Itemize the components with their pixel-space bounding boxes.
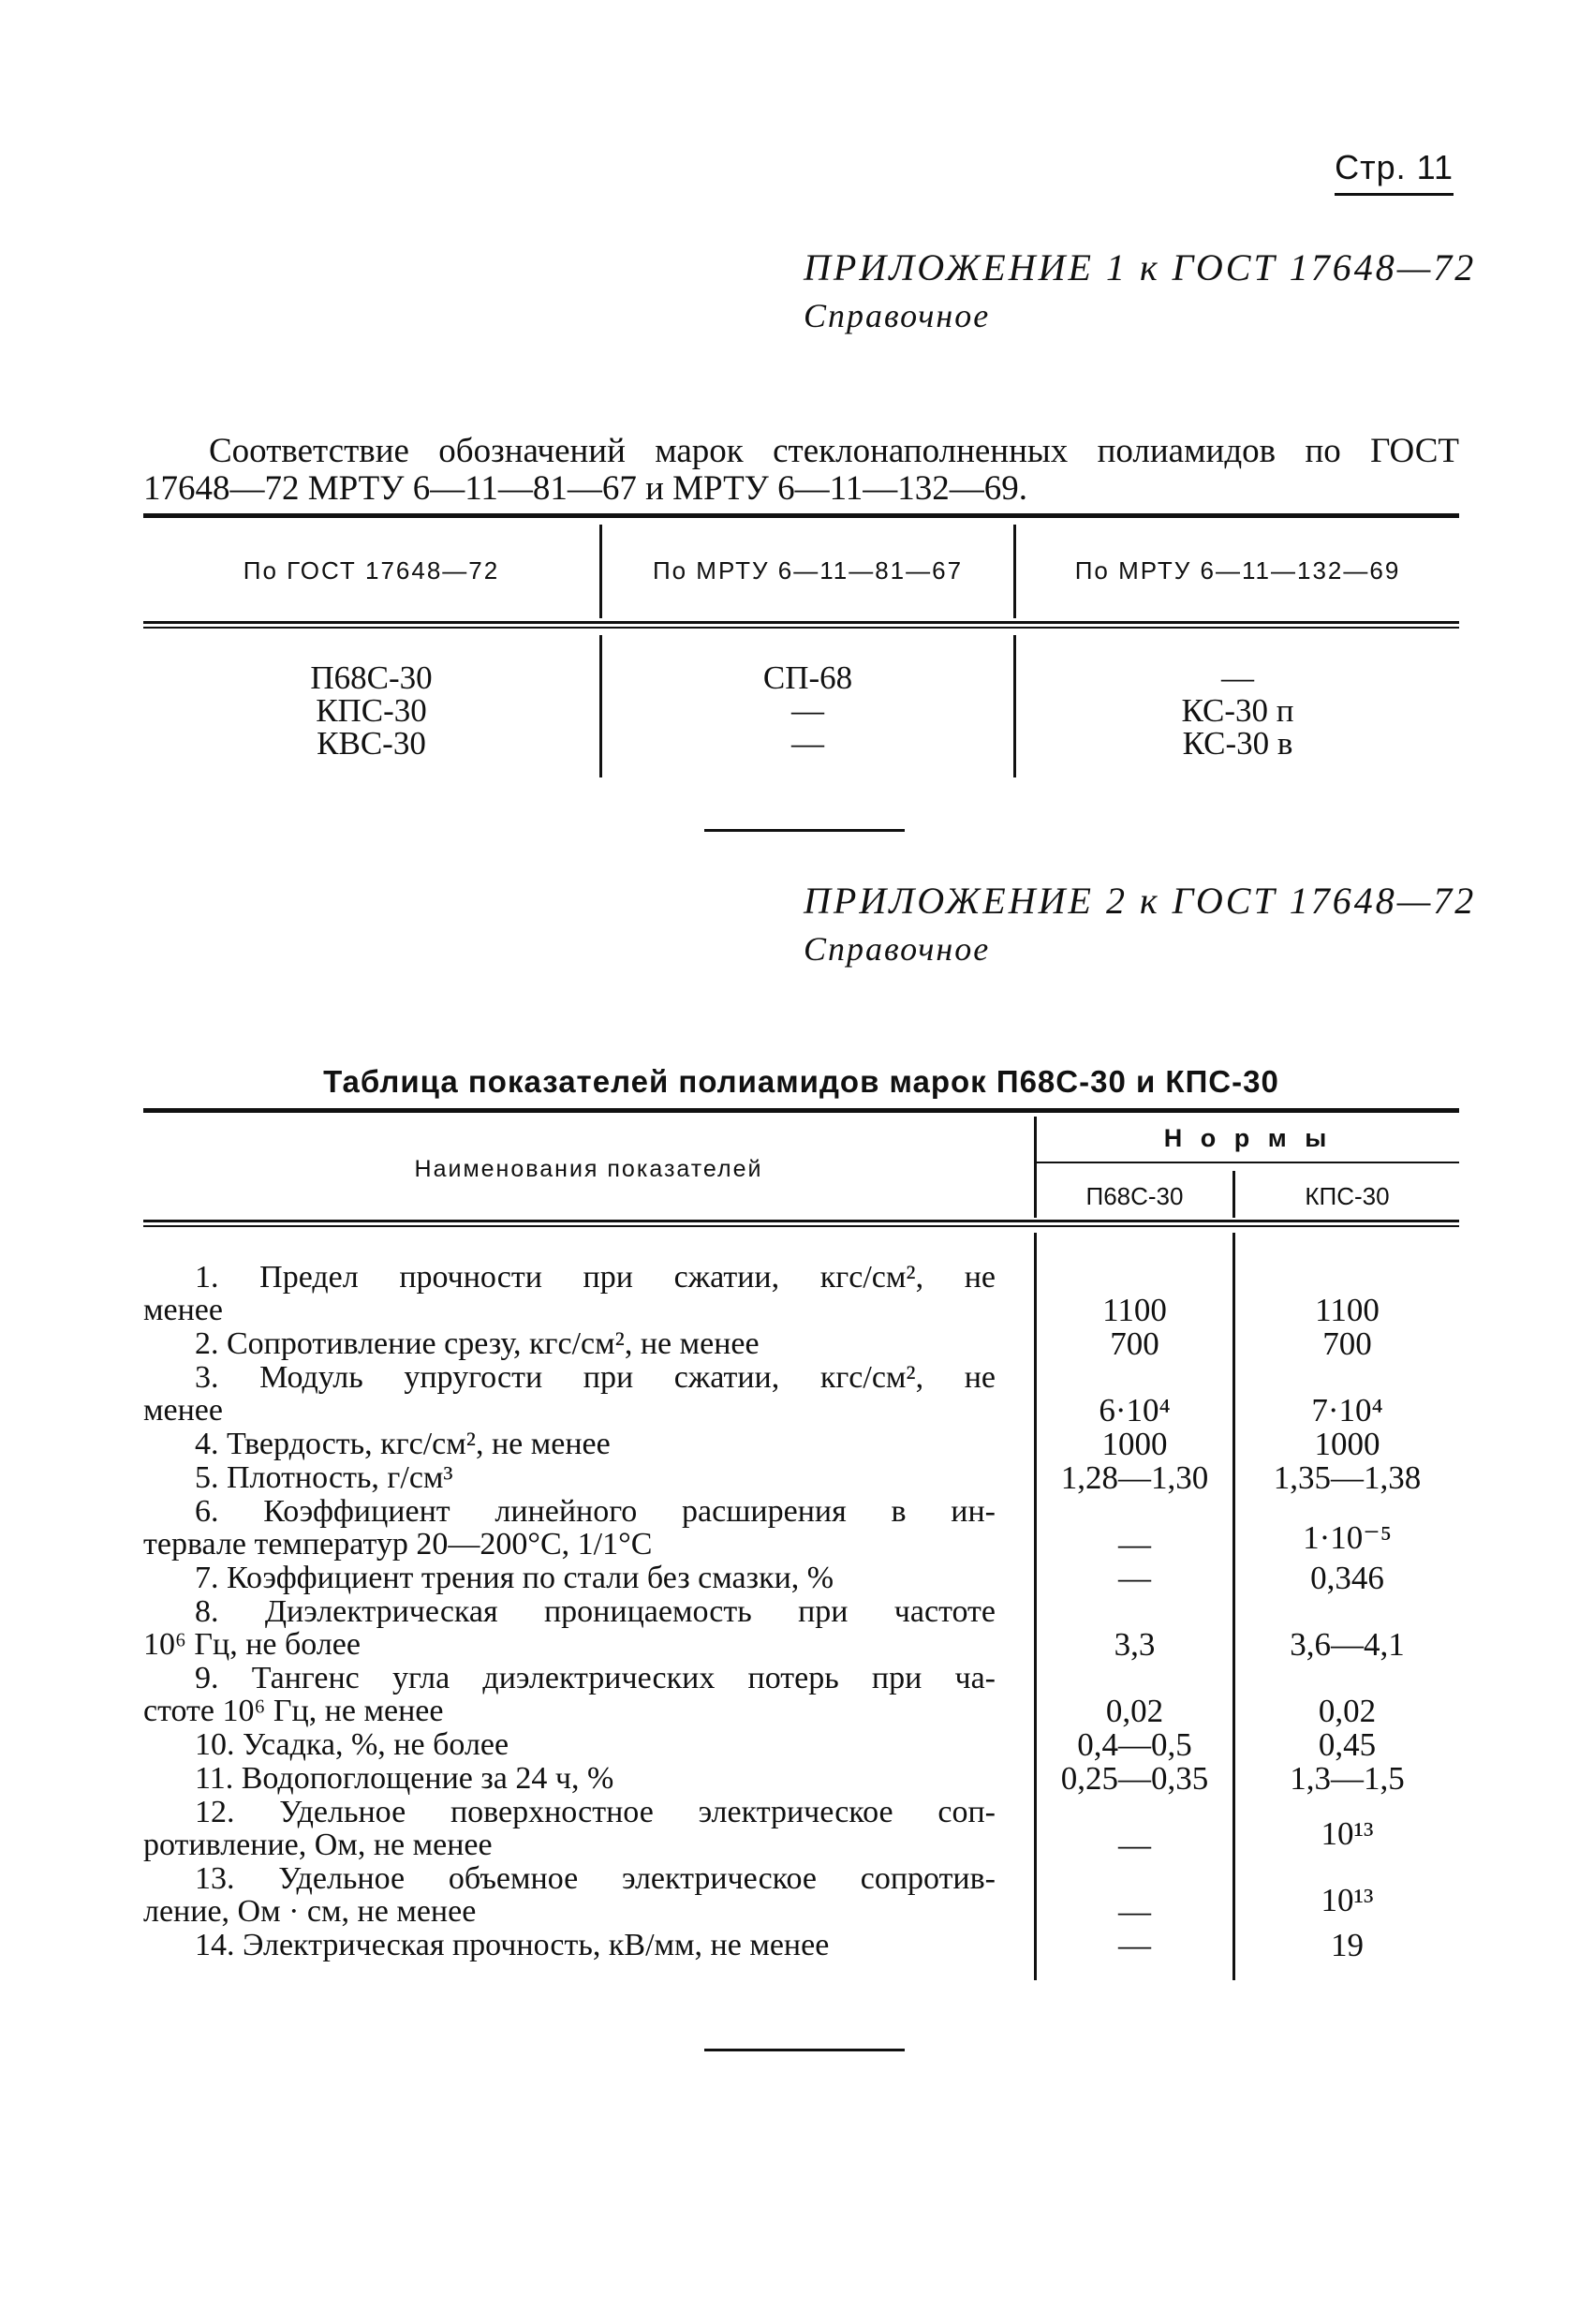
norm-value-p68s30: — (1118, 1526, 1151, 1562)
norm-value-p68s30: 1000 (1101, 1426, 1168, 1462)
table-1-top-rule (143, 513, 1459, 518)
norm-value-p68s30: — (1118, 1927, 1151, 1963)
norm-value-kps30: 1000 (1314, 1426, 1380, 1462)
norm-value-p68s30: — (1118, 1827, 1151, 1863)
norm-value-kps30: 1,35—1,38 (1273, 1459, 1422, 1496)
appendix-2-subtitle: Справочное (804, 930, 991, 968)
table-1-header: По МРТУ 6—11—132—69 (1074, 556, 1401, 585)
norm-value-kps30: 1·10⁻⁵ (1303, 1519, 1392, 1556)
table-1-header: По ГОСТ 17648—72 (243, 556, 500, 585)
table-1-header-rule (143, 621, 1459, 629)
indicator-line: 9. Тангенс угла диэлектрических потерь при ча- (195, 1661, 996, 1695)
norm-value-kps30: 0,02 (1318, 1693, 1377, 1729)
norm-value-kps30: 10¹³ (1321, 1882, 1374, 1918)
norm-value-kps30: 1100 (1315, 1292, 1380, 1328)
norm-value-p68s30: — (1118, 1560, 1151, 1596)
appendix-1-subtitle: Справочное (804, 297, 991, 334)
norm-value-kps30: 1,3—1,5 (1290, 1760, 1405, 1797)
indicator-line: ление, Ом · см, не менее (143, 1894, 477, 1929)
table-1-cell: — (791, 692, 824, 729)
table-2-header-col2: КПС-30 (1305, 1182, 1390, 1210)
indicator-line: стоте 10⁶ Гц, не менее (143, 1694, 444, 1728)
section-separator (704, 829, 905, 832)
indicator-line: 5. Плотность, г/см³ (195, 1460, 453, 1495)
table-2-header-name: Наименования показателей (414, 1156, 763, 1182)
indicator-line: 13. Удельное объемное электрическое сопротив- (195, 1861, 996, 1896)
indicator-line: 4. Твердость, кгс/см², не менее (195, 1427, 611, 1461)
table-1-cell: П68С-30 (310, 659, 433, 696)
page-number: Стр. 11 (1335, 148, 1454, 196)
indicator-line: 11. Водопоглощение за 24 ч, % (195, 1761, 614, 1796)
indicator-line: 1. Предел прочности при сжатии, кгс/см², не (195, 1260, 996, 1295)
appendix-2-title: ПРИЛОЖЕНИЕ 2 к ГОСТ 17648—72 (804, 880, 1477, 922)
table-1-cell: КПС-30 (316, 692, 427, 729)
indicator-line: 6. Коэффициент линейного расширения в ин- (195, 1494, 996, 1529)
table-2-header-col1: П68С-30 (1085, 1182, 1184, 1210)
norm-value-p68s30: 1,28—1,30 (1060, 1459, 1209, 1496)
table-1-cell: КС-30 п (1181, 692, 1294, 729)
indicator-line: 10⁶ Гц, не более (143, 1627, 361, 1662)
indicator-line: 14. Электрическая прочность, кВ/мм, не менее (195, 1928, 830, 1962)
table-2-header-norms: Н о р м ы (1163, 1124, 1333, 1152)
indicator-line: 3. Модуль упругости при сжатии, кгс/см², не (195, 1360, 996, 1395)
norm-value-p68s30: 700 (1110, 1325, 1159, 1362)
norm-value-kps30: 0,45 (1318, 1726, 1377, 1763)
norm-value-p68s30: 6·10⁴ (1099, 1392, 1171, 1428)
indicator-line: менее (143, 1393, 223, 1428)
table-2-top-rule (143, 1108, 1459, 1113)
norm-value-kps30: 10¹³ (1321, 1815, 1374, 1852)
appendix-1-title: ПРИЛОЖЕНИЕ 1 к ГОСТ 17648—72 (804, 246, 1477, 289)
norm-value-p68s30: 1100 (1102, 1292, 1167, 1328)
norm-value-p68s30: 0,25—0,35 (1060, 1760, 1209, 1797)
table-1-header: По МРТУ 6—11—81—67 (652, 556, 964, 585)
appendix-1-caption-line2: 17648—72 МРТУ 6—11—81—67 и МРТУ 6—11—132—69. (143, 469, 1028, 508)
norm-value-kps30: 19 (1331, 1927, 1364, 1963)
appendix-1-caption-line1: Соответствие обозначений марок стеклонаполненных полиамидов по ГОСТ (209, 432, 1459, 470)
table-1-cell: — (791, 725, 824, 762)
norm-value-kps30: 7·10⁴ (1311, 1392, 1383, 1428)
norm-value-p68s30: 3,3 (1114, 1626, 1156, 1663)
indicator-line: 7. Коэффициент трения по стали без смазки, % (195, 1561, 834, 1595)
table-1-cell: КС-30 в (1182, 725, 1293, 762)
table-1-cell: СП-68 (762, 659, 853, 696)
norm-value-p68s30: 0,02 (1105, 1693, 1164, 1729)
norm-value-kps30: 700 (1322, 1325, 1372, 1362)
table-2-header-rule (143, 1220, 1459, 1227)
norm-value-kps30: 0,346 (1310, 1560, 1384, 1596)
table-2-title: Таблица показателей полиамидов марок П68С-30 и КПС-30 (323, 1064, 1279, 1099)
table-1-cell: — (1221, 659, 1254, 696)
indicator-line: 2. Сопротивление срезу, кгс/см², не менее (195, 1326, 760, 1361)
indicator-line: ротивление, Ом, не менее (143, 1828, 493, 1862)
indicator-line: тервале температур 20—200°С, 1/1°С (143, 1527, 653, 1562)
table-2-norms-rule (1037, 1162, 1459, 1163)
indicator-line: 8. Диэлектрическая проницаемость при частоте (195, 1594, 996, 1629)
indicator-line: 12. Удельное поверхностное электрическое соп- (195, 1795, 996, 1829)
indicator-line: менее (143, 1293, 223, 1327)
norm-value-p68s30: — (1118, 1893, 1151, 1930)
table-1-cell: КВС-30 (317, 725, 426, 762)
end-separator (704, 2049, 905, 2051)
norm-value-kps30: 3,6—4,1 (1290, 1626, 1405, 1663)
indicator-line: 10. Усадка, %, не более (195, 1727, 509, 1762)
norm-value-p68s30: 0,4—0,5 (1077, 1726, 1192, 1763)
